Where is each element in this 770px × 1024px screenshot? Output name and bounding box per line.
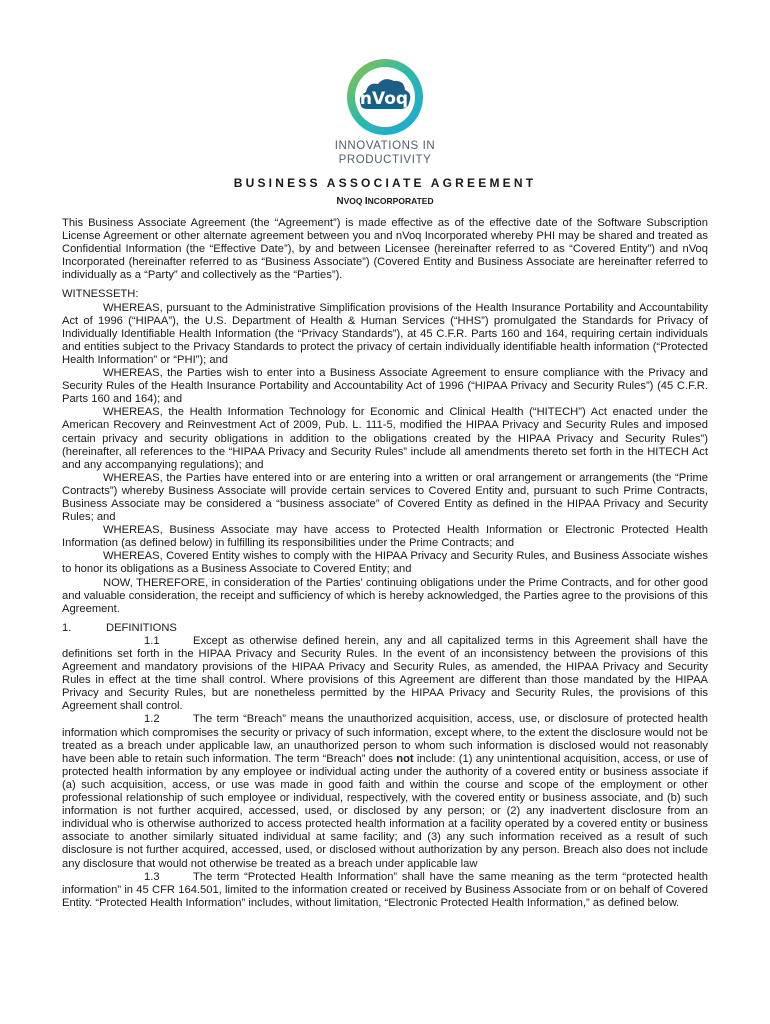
whereas-clause: WHEREAS, the Parties wish to enter into a Business Associate Agreement to ensure compliance with the Privacy and Security Rules of the Health Insurance Portability and Accountability Act of 1996 (“HIPAA Privacy and Security Rules”) (45 C.F.R. Parts 160 and 164); and <box>62 367 708 406</box>
section-1-1: 1.1 Except as otherwise defined herein, any and all capitalized terms in this Agreement shall have the definitions set forth in the HIPAA Privacy and Security Rules. In the event of an inconsistency between the provisions of this Agreement and mandatory provisions of the HIPAA Privacy and Security Rules, as amended, the HIPAA Privacy and Security Rules in effect at the time shall control. Where provisions of this Agreement are different than those mandated by the HIPAA Privacy and Security Rules, but are nonetheless permitted by the HIPAA Privacy and Security Rules, the provisions of this Agreement shall control. <box>62 634 708 713</box>
logo-tagline-line1: INNOVATIONS IN <box>334 140 436 152</box>
document-subtitle: NVOQ INCORPORATED <box>336 196 434 207</box>
svg-text:nVoq: nVoq <box>359 89 409 109</box>
section-1-heading: 1. DEFINITIONS <box>62 621 177 634</box>
document-page <box>62 56 708 910</box>
company-logo <box>319 56 451 166</box>
logo-tagline-line2: PRODUCTIVITY <box>338 154 432 166</box>
document-title: BUSINESS ASSOCIATE AGREEMENT <box>233 176 537 190</box>
whereas-clause: WHEREAS, the Health Information Technology for Economic and Clinical Health (“HITECH”) Act enacted under the American Recovery and Reinvestment Act of 2009, Pub. L. 111-5, modified the HIPAA Privacy and Security Rules and imposed certain privacy and security obligations in addition to the obligations created by the HIPAA Privacy and Security Rules”) (hereinafter, all references to the “HIPAA Privacy and Security Rules” include all amendments thereto set forth in the HITECH Act and any accompanying regulations); and <box>62 406 708 471</box>
whereas-clause: WHEREAS, pursuant to the Administrative Simplification provisions of the Health Insurance Portability and Accountability Act of 1996 (“HIPAA”), the U.S. Department of Health & Human Services (“HHS”) promulgated the Standards for Privacy of Individually Identifiable Health Information (the “Privacy Standards”), at 45 C.F.R. Parts 160 and 164, requiring certain individuals and entities subject to the Privacy Standards to protect the privacy of certain individually identifiable health information (“Protected Health Information” or “PHI”); and <box>62 301 708 366</box>
nvoq-logo-icon <box>344 56 426 138</box>
section-1-2: 1.2 The term “Breach” means the unauthorized acquisition, access, use, or disclosure of protected health information which compromises the security or privacy of such information, except where, to the extent the disclosure would not be treated as a breach under applicable law, an unauthorized person to whom such information is disclosed would not reasonably have been able to retain such information. The term “Breach” does not include: (1) any unintentional acquisition, access, or use of protected health information by any employee or individual acting under the authority of a covered entity or business associate if (a) such acquisition, access, or use was made in good faith and within the course and scope of the employment or other professional relationship of such employee or individual, respectively, with the covered entity or business associate, and (b) such information is not further acquired, accessed, used, or disclosed by any person; or (2) any inadvertent disclosure from an individual who is otherwise authorized to access protected health information at a facility operated by a covered entity or business associate to another similarly situated individual at same facility; and (3) any such information received as a result of such disclosure is not further acquired, accessed, used, or disclosed without authorization by any person. Breach also does not include any disclosure that would not otherwise be treated as a breach under applicable law <box>62 713 708 870</box>
intro-paragraph: This Business Associate Agreement (the “Agreement”) is made effective as of the effective date of the Software Subscription License Agreement or other alternate agreement between you and nVoq Incorporated whereby PHI may be shared and treated as Confidential Information (the “Effective Date”), by and between Licensee (hereinafter referred to as “Covered Entity”) and nVoq Incorporated (hereinafter referred to as “Business Associate”) (Covered Entity and Business Associate are hereinafter referred to individually as a “Party” and collectively as the “Parties”). <box>62 217 708 282</box>
whereas-clause: WHEREAS, Covered Entity wishes to comply with the HIPAA Privacy and Security Rules, and Business Associate wishes to honor its obligations as a Business Associate to Covered Entity; and <box>62 550 708 576</box>
section-1-3: 1.3 The term “Protected Health Information” shall have the same meaning as the term “protected health information” in 45 CFR 164.501, limited to the information created or received by Business Associate from or on behalf of Covered Entity. “Protected Health Information” includes, without limitation, “Electronic Protected Health Information,” as defined below. <box>62 870 708 909</box>
witnesseth-heading: WITNESSETH: <box>62 288 139 301</box>
whereas-clause: WHEREAS, the Parties have entered into or are entering into a written or oral arrangement or arrangements (the “Prime Contracts”) whereby Business Associate will provide certain services to Covered Entity and, pursuant to such Prime Contracts, Business Associate may be considered a “business associate” of Covered Entity as defined in the HIPAA Privacy and Security Rules; and <box>62 471 708 524</box>
whereas-clause: WHEREAS, Business Associate may have access to Protected Health Information or Electronic Protected Health Information (as defined below) in fulfilling its responsibilities under the Prime Contracts; and <box>62 524 708 550</box>
now-therefore-clause: NOW, THEREFORE, in consideration of the Parties’ continuing obligations under the Prime Contracts, and for other good and valuable consideration, the receipt and sufficiency of which is hereby acknowledged, the Parties agree to the provisions of this Agreement. <box>62 576 708 615</box>
